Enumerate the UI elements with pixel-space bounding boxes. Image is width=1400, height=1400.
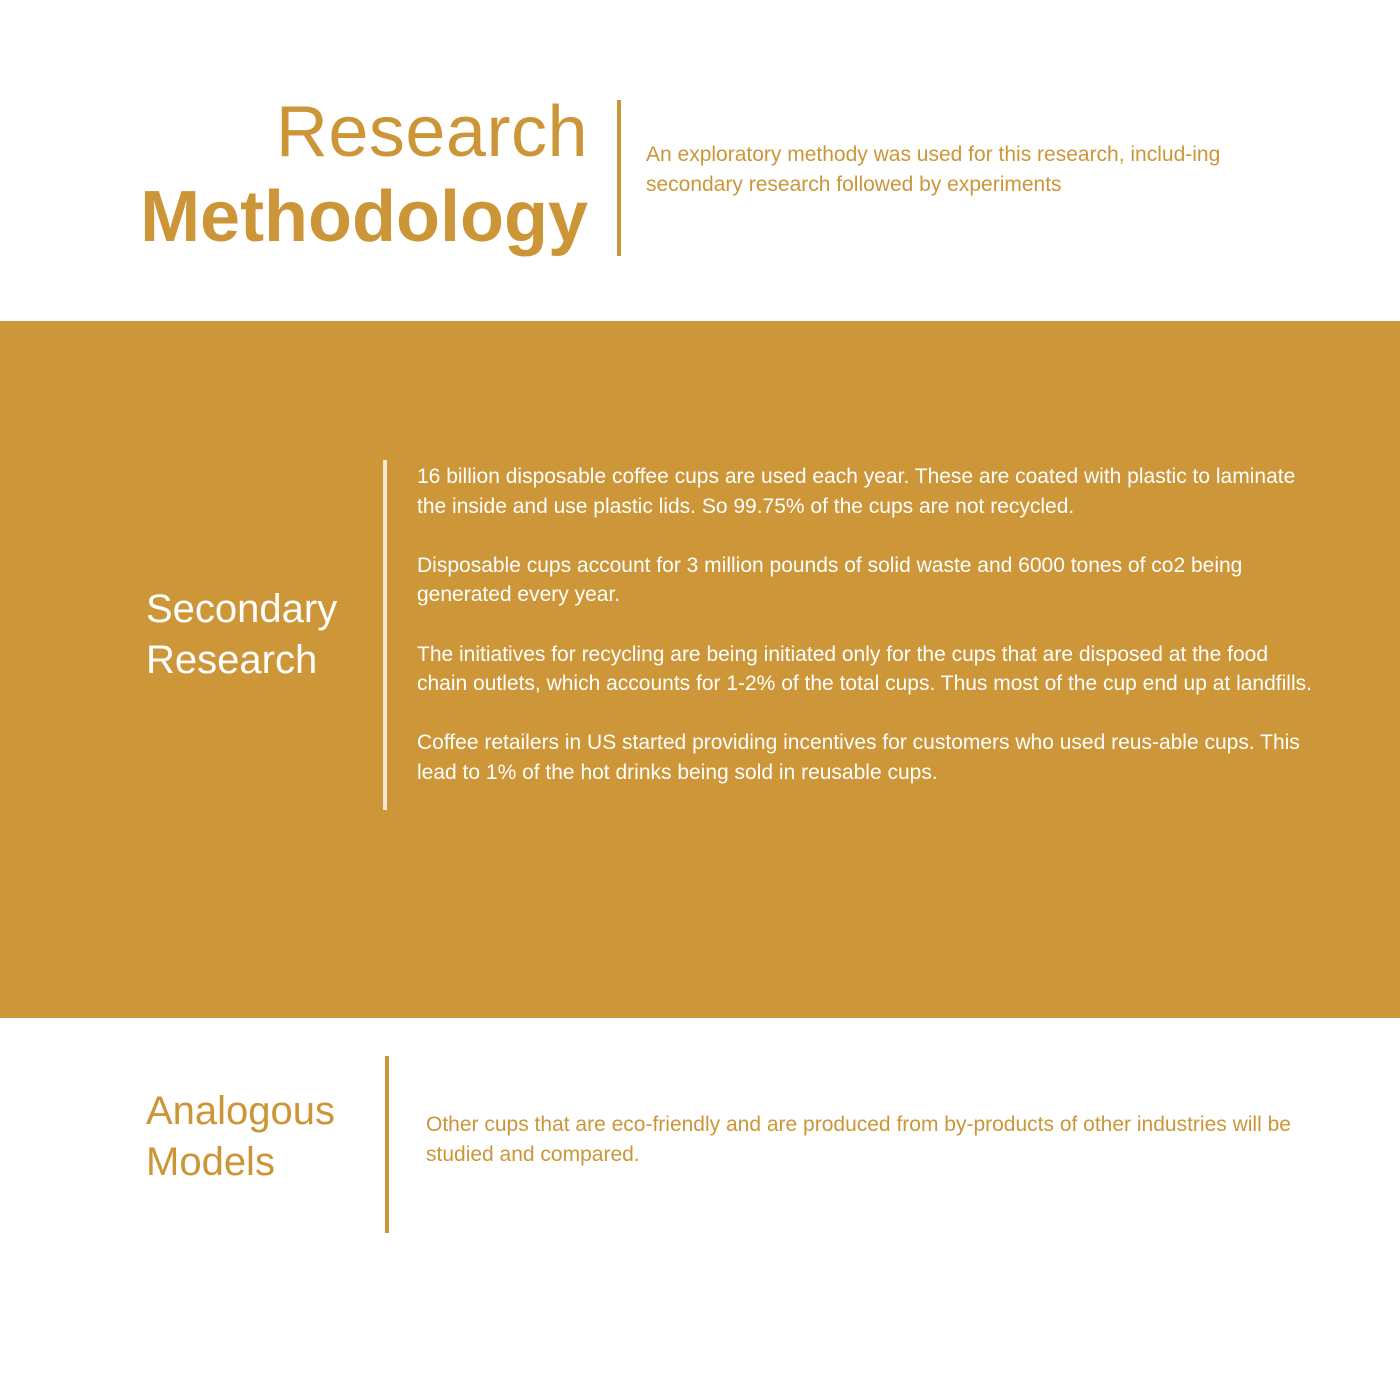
analogous-models-heading — [146, 1086, 335, 1188]
analogous-heading-line2: Models — [146, 1140, 275, 1184]
secondary-research-heading — [146, 584, 337, 686]
title-methodology: Methodology — [140, 177, 588, 257]
header-divider — [617, 100, 621, 256]
secondary-heading-line2: Research — [146, 638, 318, 682]
paragraph-recycling-initiatives: The initiatives for recycling are being initiated only for the cups that are disposed at the food chain outlets, which accounts for 1-2% of the total cups. Thus most of the cup end up at landfills. — [417, 642, 1312, 696]
page-title — [140, 90, 588, 260]
paragraph-solid-waste: Disposable cups account for 3 million pounds of solid waste and 6000 tones of co2 being generated every year. — [417, 553, 1243, 607]
analogous-divider — [385, 1056, 389, 1233]
secondary-research-body — [417, 462, 1317, 817]
analogous-heading-line1: Analogous — [146, 1089, 336, 1133]
paragraph-cups-per-year: 16 billion disposable coffee cups are used each year. These are coated with plastic to laminate the inside and use plastic lids. So 99.75% of the cups are not recycled. — [417, 465, 1296, 518]
title-research: Research — [275, 92, 588, 172]
analogous-models-text: Other cups that are eco-friendly and are produced from by-products of other industries will be studied and compared. — [426, 1113, 1291, 1166]
secondary-divider — [383, 460, 387, 810]
secondary-heading-line1: Secondary — [146, 587, 338, 631]
paragraph-retailer-incentives: Coffee retailers in US started providing incentives for customers who used reus-able cups. This lead to 1% of the hot drinks being sold in reusable cups. — [417, 731, 1300, 784]
intro-text: An exploratory methody was used for this research, includ-ing secondary research followed by experiments — [646, 143, 1221, 196]
